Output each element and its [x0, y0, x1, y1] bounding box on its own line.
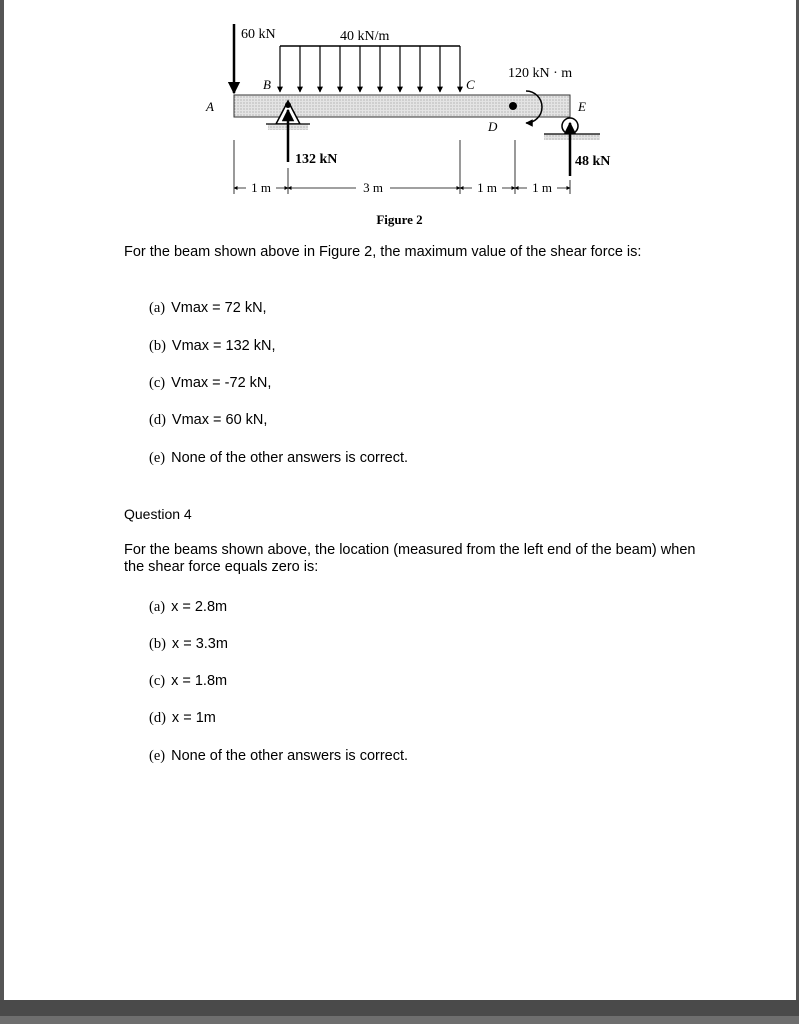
- option-label: (c): [149, 673, 166, 689]
- reaction-b-label: 132 kN: [295, 152, 338, 167]
- question3-option-c[interactable]: [149, 375, 271, 392]
- option-label: (b): [149, 338, 166, 354]
- figure-caption: Figure 2: [376, 212, 423, 227]
- question3-prompt: For the beam shown above in Figure 2, the maximum value of the shear force is:: [124, 244, 642, 260]
- option-text: Vmax = -72 kN,: [171, 375, 272, 391]
- beam-figure: [0, 0, 799, 215]
- question4-heading: Question 4: [124, 506, 192, 522]
- dimension-label-3: 1 m: [477, 180, 497, 195]
- dimension-lines: [234, 140, 570, 194]
- option-label: (e): [149, 748, 166, 764]
- roller-support-e: [544, 118, 600, 140]
- option-label: (d): [149, 710, 166, 726]
- option-text: x = 1m: [171, 710, 216, 726]
- option-text: x = 3.3m: [171, 636, 228, 652]
- option-text: None of the other answers is correct.: [171, 450, 409, 466]
- option-text: Vmax = 72 kN,: [171, 300, 267, 316]
- dimension-label-2: 3 m: [363, 180, 383, 195]
- point-c-label: C: [466, 77, 475, 92]
- question4-option-d[interactable]: [149, 710, 216, 727]
- question4-option-e[interactable]: [149, 748, 408, 765]
- question3-option-b[interactable]: [149, 338, 275, 355]
- reaction-e-label: 48 kN: [575, 154, 611, 169]
- distributed-load: [280, 46, 460, 92]
- point-e-label: E: [578, 99, 586, 114]
- point-load-label: 60 kN: [241, 27, 276, 42]
- bottom-window-strip: [0, 1016, 799, 1024]
- question3-option-e[interactable]: [149, 450, 408, 467]
- distributed-load-label: 40 kN/m: [340, 29, 390, 44]
- question3-option-d[interactable]: [149, 412, 267, 429]
- option-text: Vmax = 60 kN,: [171, 412, 268, 428]
- point-d-marker: [509, 102, 517, 110]
- option-text: x = 1.8m: [171, 673, 228, 689]
- option-label: (b): [149, 636, 166, 652]
- dimension-label-1: 1 m: [251, 180, 271, 195]
- question4-option-c[interactable]: [149, 673, 227, 690]
- option-label: (c): [149, 375, 166, 391]
- point-b-label: B: [263, 77, 271, 92]
- point-a-label: A: [206, 99, 214, 114]
- option-text: x = 2.8m: [171, 599, 228, 615]
- question4-option-a[interactable]: [149, 599, 227, 616]
- option-label: (a): [149, 300, 166, 316]
- option-text: Vmax = 132 kN,: [171, 338, 276, 354]
- question4-option-b[interactable]: [149, 636, 228, 653]
- point-d-label: D: [488, 119, 498, 134]
- option-label: (d): [149, 412, 166, 428]
- moment-label: 120 kN · m: [508, 66, 573, 81]
- dimension-label-4: 1 m: [532, 180, 552, 195]
- question4-prompt: For the beams shown above, the location (measured from the left end of the beam) when the shear force equals zero is:: [124, 542, 696, 575]
- option-label: (e): [149, 450, 166, 466]
- question3-option-a[interactable]: [149, 300, 267, 317]
- option-label: (a): [149, 599, 166, 615]
- option-text: None of the other answers is correct.: [171, 748, 409, 764]
